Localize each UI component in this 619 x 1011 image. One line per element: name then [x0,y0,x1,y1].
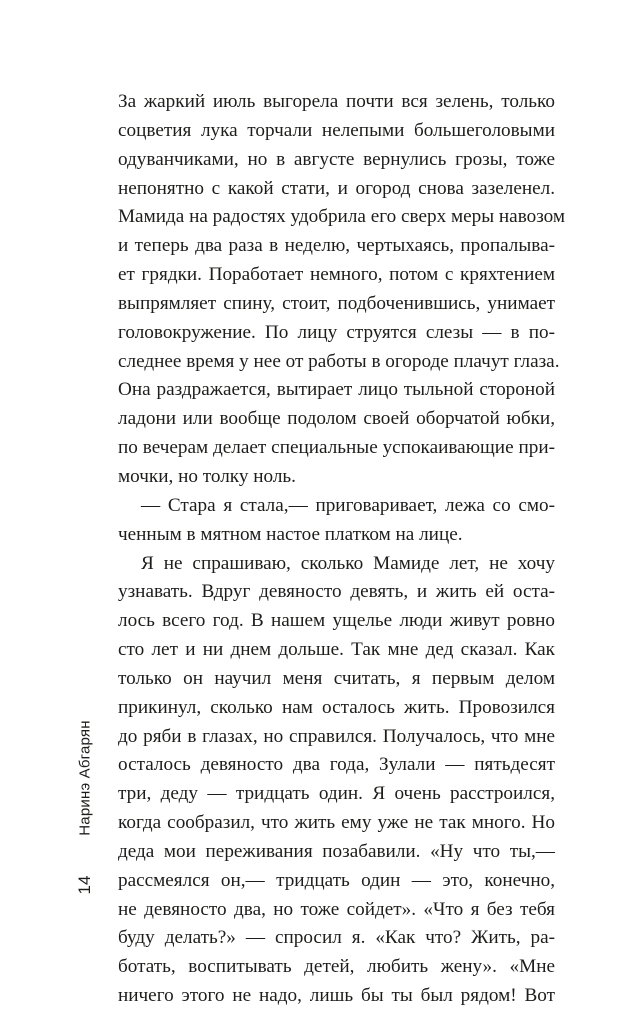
text-line: головокружение. По лицу струятся слезы — в по- [118,321,555,343]
text-line: буду делать?» — спросил я. «Как что? Жить, ра- [118,927,555,949]
text-line: до ряби в глазах, но справился. Получалось, что мне [118,725,555,747]
text-line: выпрямляет спину, стоит, подбоченившись, унимает [118,292,555,314]
text-line: узнавать. Вдруг девяносто девять, и жить ей оста- [118,581,555,603]
text-line: рассмеялся он,— тридцать один — это, конечно, [118,869,555,891]
text-line: За жаркий июль выгорела почти вся зелень, только [118,91,555,112]
text-line: следнее время у нее от работы в огороде плачут глаза. [118,350,560,372]
body-text [118,88,566,1011]
page-number-text: 14 [75,875,94,895]
text-line: — Стара я стала,— приговаривает, лежа со смо- [141,494,555,516]
text-line: ладони или вообще подолом своей оборчатой юбки, [118,408,555,430]
text-line: сто лет и ни днем дольше. Так мне дед сказал. Как [118,639,555,661]
text-line: прикинул, сколько нам осталось жить. Провозился [118,696,555,718]
text-line: ченным в мятном настое платком на лице. [118,523,463,545]
text-line: и теперь два раза в неделю, чертыхаясь, пропалыва- [118,235,555,257]
text-line: деда мои переживания позабавили. «Ну что ты,— [118,840,555,862]
text-line: Мамида на радостях удобрила его сверх меры навозом [118,206,566,228]
running-head-text: Наринэ Абгарян [76,720,94,836]
text-line: по вечерам делает специальные успокаивающие при- [118,437,555,459]
text-line: непонятно с какой стати, и огород снова зазеленел. [118,177,555,199]
text-line: одуванчиками, но в августе вернулись грозы, тоже [118,148,555,170]
text-line: Я не спрашиваю, сколько Мамиде лет, не хочу [141,552,555,574]
text-line: три, деду — тридцать один. Я очень расстроился, [118,783,555,805]
text-line: ничего этого не надо, лишь бы ты был рядом! Вот [118,985,555,1007]
text-line: Она раздражается, вытирает лицо тыльной стороной [118,379,555,401]
text-line: когда сообразил, что жить ему уже не так много. Но [118,812,555,834]
text-line: ет грядки. Поработает немного, потом с кряхтением [118,264,555,286]
running-head [74,708,96,848]
text-line: ботать, воспитывать детей, любить жену». «Мне [118,956,555,978]
text-line: мочки, но толку ноль. [118,465,296,487]
text-line: осталось девяносто два года, Зулали — пятьдесят [118,754,555,776]
text-line: не девяносто два, но тоже сойдет». «Что я без тебя [118,898,555,920]
text-line: соцветия лука торчали нелепыми большеголовыми [118,119,555,141]
page-number [74,868,96,902]
text-line: только он научил меня считать, я первым делом [118,667,555,689]
text-line: лось всего год. В нашем ущелье люди живут ровно [118,610,555,632]
